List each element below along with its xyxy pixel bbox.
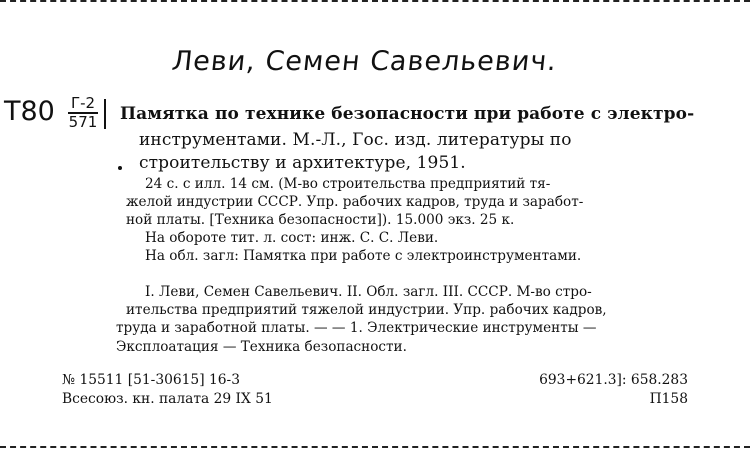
shelf-mark-fraction — [68, 95, 98, 131]
footer-chamber-date: Всесоюз. кн. палата 29 IX 51 — [62, 391, 273, 407]
collation-line-2: желой индустрии СССР. Упр. рабочих кадров, труда и заработ- — [126, 194, 584, 210]
card-bottom-edge — [0, 442, 750, 448]
tracing-line-3: труда и заработной платы. — — 1. Электрические инструменты — — [116, 320, 597, 336]
footer-record-number: № 15511 [51-30615] 16-3 — [62, 372, 240, 388]
tracing-line-4: Эксплоатация — Техника безопасности. — [116, 339, 407, 355]
card-top-edge — [0, 0, 750, 7]
footer-author-mark: П158 — [649, 391, 688, 407]
collation-line-4: На обороте тит. л. сост: инж. С. С. Леви. — [145, 230, 439, 246]
shelf-mark-denominator: 571 — [68, 113, 98, 131]
shelf-mark-divider — [104, 99, 106, 129]
shelf-mark-main: Т80 — [4, 96, 55, 127]
title-line-1-text: Памятка по технике безопасности при работе с электро- — [120, 104, 695, 124]
title-line-3: строительству и архитектуре, 1951. — [139, 153, 466, 173]
shelf-mark-numerator: Г-2 — [68, 95, 98, 114]
collation-line-3: ной платы. [Техника безопасности]). 15.000 экз. 25 к. — [126, 212, 515, 228]
collation-line-5: На обл. загл: Памятка при работе с электроинструментами. — [145, 248, 582, 264]
tracing-line-2: ительства предприятий тяжелой индустрии. Упр. рабочих кадров, — [126, 302, 607, 318]
title-line-1 — [120, 104, 694, 124]
tracing-line-1: I. Леви, Семен Савельевич. II. Обл. загл. III. СССР. М-во стро- — [145, 284, 592, 300]
handwritten-author: Леви, Семен Савельевич. — [170, 46, 559, 77]
title-line-2: инструментами. М.-Л., Гос. изд. литературы по — [139, 130, 572, 150]
collation-line-1: 24 с. с илл. 14 см. (М-во строительства предприятий тя- — [145, 176, 551, 192]
margin-dot — [118, 166, 122, 170]
footer-classification: 693+621.3]: 658.283 — [539, 372, 688, 388]
